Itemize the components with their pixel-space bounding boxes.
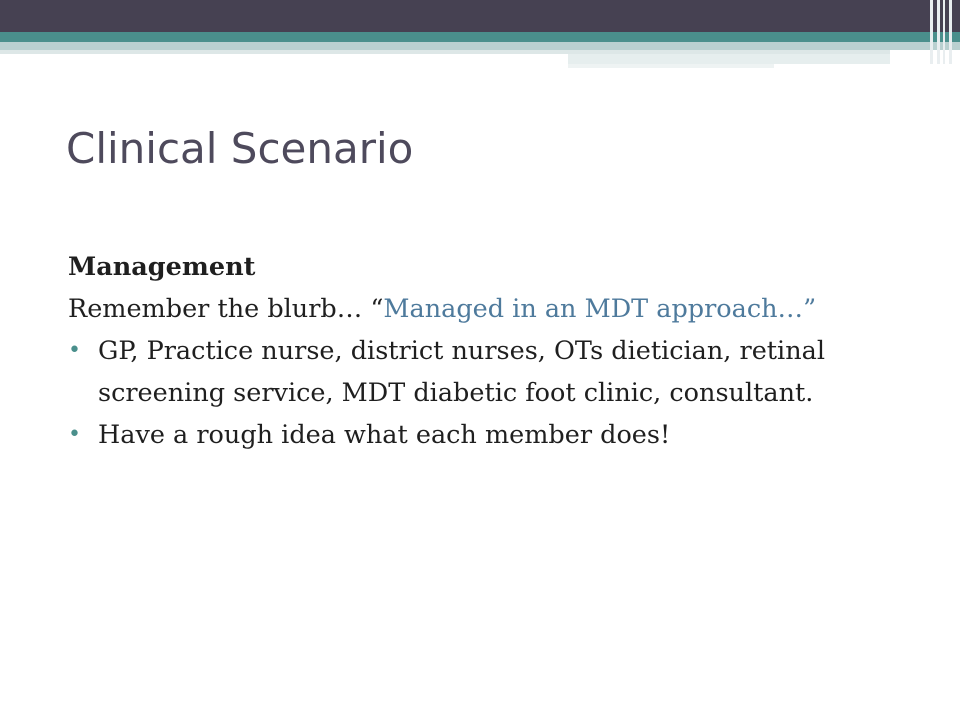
bullet-text: GP, Practice nurse, district nurses, OTs dietician, retinal screening service, MDT diabetic foot clinic, consultant.: [98, 336, 825, 408]
intro-line: [68, 288, 908, 330]
bullet-text: Have a rough idea what each member does!: [98, 420, 671, 450]
header-bar-light: [0, 42, 960, 50]
intro-quote: Managed in an MDT approach…: [383, 294, 804, 324]
header-bar-dark: [0, 0, 960, 32]
bullet-dot-icon: •: [68, 338, 81, 363]
bullet-item: [68, 330, 908, 414]
slide-title: Clinical Scenario: [66, 124, 414, 173]
section-heading: Management: [68, 252, 256, 282]
bullet-dot-icon: •: [68, 422, 81, 447]
corner-decoration: [926, 0, 960, 64]
header-bar-teal: [0, 32, 960, 42]
header-bar-light-block: [568, 54, 890, 64]
header-bar-light-block-small: [568, 64, 774, 68]
bullet-item: [68, 414, 908, 456]
intro-text: Remember the blurb… “: [68, 294, 384, 324]
intro-quote-close: ”: [803, 294, 817, 324]
slide-body: [68, 246, 908, 456]
